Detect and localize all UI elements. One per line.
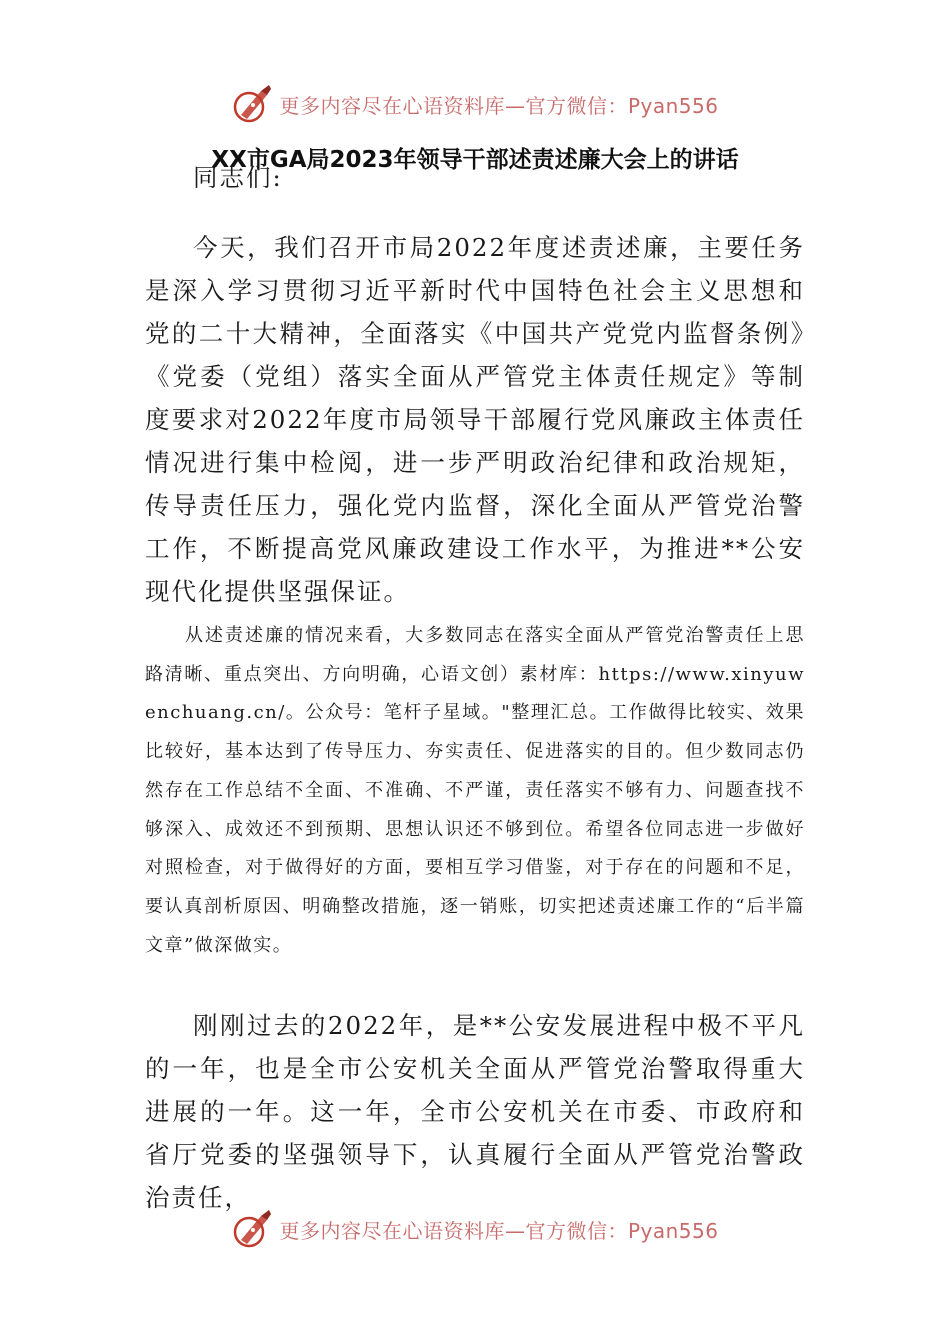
- header-banner-text: 更多内容尽在心语资料库—官方微信：Pyan556: [279, 93, 719, 118]
- footer-banner-text: 更多内容尽在心语资料库—官方微信：Pyan556: [279, 1218, 719, 1243]
- document-title: XX市GA局2023年领导干部述责述廉大会上的讲话: [211, 147, 739, 173]
- paragraph-2: 从述责述廉的情况来看，大多数同志在落实全面从严管党治警责任上思路清晰、重点突出、方向明确，心语文创）素材库：https://www.xinyuwenchuang.cn/。公众号：笔杆子星域。"整理汇总。工作做得比较实、效果比较好，基本达到了传导压力、夯实责任、促进落实的目的。但少数同志仍然存在工作总结不全面、不准确、不严谨，责任落实不够有力、问题查找不够深入、成效还不到预期、思想认识还不够到位。希望各位同志进一步做好对照检查，对于做得好的方面，要相互学习借鉴，对于存在的问题和不足，要认真剖析原因、明确整改措施，逐一销账，切实把述责述廉工作的“后半篇文章”做深做实。: [145, 625, 805, 956]
- pen-nib-logo-icon: [231, 1208, 273, 1250]
- footer-banner: [0, 1205, 950, 1253]
- pen-nib-logo-icon: [231, 83, 273, 125]
- greeting: 同志们:: [193, 163, 283, 192]
- header-banner: [0, 80, 950, 128]
- paragraph-3: 刚刚过去的2022年，是**公安发展进程中极不平凡的一年，也是全市公安机关全面从严管党治警取得重大进展的一年。这一年，全市公安机关在市委、市政府和省厅党委的坚强领导下，认真履行全面从严管党治警政治责任，: [145, 1011, 805, 1212]
- paragraph-1: 今天，我们召开市局2022年度述责述廉，主要任务是深入学习贯彻习近平新时代中国特色社会主义思想和党的二十大精神，全面落实《中国共产党党内监督条例》《党委（党组）落实全面从严管党主体责任规定》等制度要求对2022年度市局领导干部履行党风廉政主体责任情况进行集中检阅，进一步严明政治纪律和政治规矩，传导责任压力，强化党内监督，深化全面从严管党治警工作，不断提高党风廉政建设工作水平，为推进**公安现代化提供坚强保证。: [145, 233, 805, 606]
